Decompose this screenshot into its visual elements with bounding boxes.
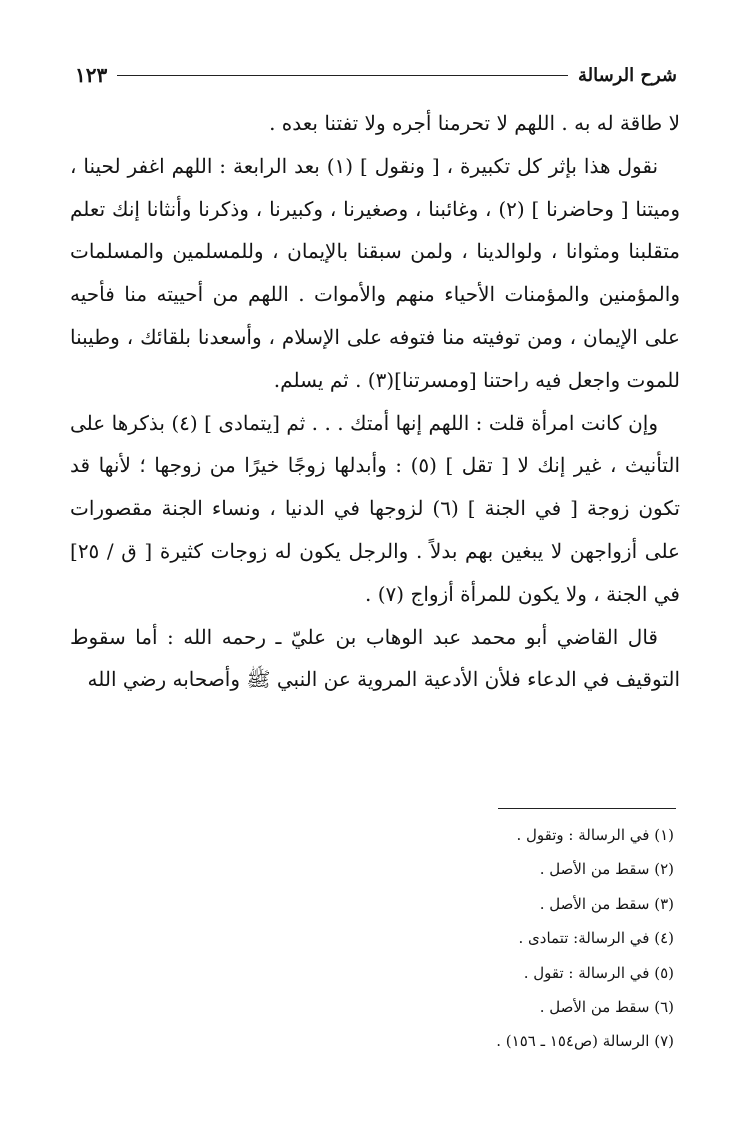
- footnotes: [200, 818, 674, 1059]
- footnote: (٧) الرسالة (ص١٥٤ ـ ١٥٦) .: [496, 1032, 674, 1051]
- footnote: (٢) سقط من الأصل .: [539, 860, 674, 879]
- main-text: [70, 102, 680, 701]
- footnote-separator: [498, 808, 676, 809]
- page-number: ١٢٣: [75, 63, 108, 87]
- header-rule: [117, 75, 568, 76]
- footnote: (٤) في الرسالة: تتمادى .: [518, 929, 674, 948]
- running-header: [75, 62, 677, 88]
- footnote: (١) في الرسالة : وتقول .: [516, 826, 674, 844]
- footnote: (٦) سقط من الأصل .: [539, 998, 674, 1017]
- paragraph: وإن كانت امرأة قلت : اللهم إنها أمتك . . . ثم [يتمادى ] (٤) بذكرها على التأنيث ، غير إنك لا [ تقل ] (٥) : وأبدلها زوجًا خيرًا من زوجها ؛ لأنها قد تكون زوجة [ في الجنة ] (٦) لزوجها في الدنيا ، ونساء الجنة مقصورات على أزواجهن لا يبغين بهم بدلاً . والرجل يكون له زوجات كثيرة [ ق / ٢٥] في الجنة ، ولا يكون للمرأة أزواج (٧) .: [70, 410, 681, 606]
- footnote: (٥) في الرسالة : تقول .: [523, 963, 674, 982]
- running-title: شرح الرسالة: [577, 64, 677, 86]
- footnote: (٣) سقط من الأصل .: [539, 894, 674, 913]
- paragraph: لا طاقة له به . اللهم لا تحرمنا أجره ولا تفتنا بعده .: [269, 111, 680, 135]
- paragraph: قال القاضي أبو محمد عبد الوهاب بن عليّ ـ رحمه الله : أما سقوط التوقيف في الدعاء فلأن الأدعية المروية عن النبي ﷺ وأصحابه رضي الله: [70, 624, 680, 692]
- paragraph: نقول هذا بإثر كل تكبيرة ، [ ونقول ] (١) بعد الرابعة : اللهم اغفر لحينا ، وميتنا [ وحاضرنا ] (٢) ، وغائبنا ، وصغيرنا ، وكبيرنا ، وذكرنا وأنثانا إنك تعلم متقلبنا ومثوانا ، ولوالدينا ، ولمن سبقنا بالإيمان ، وللمسلمين والمسلمات والمؤمنين والمؤمنات الأحياء منهم والأموات . اللهم من أحييته منا فأحيه على الإيمان ، ومن توفيته منا فتوفه على الإسلام ، وأسعدنا بلقائك ، وطيبنا للموت واجعل فيه راحتنا [ومسرتنا](٣) . ثم يسلم.: [70, 153, 681, 392]
